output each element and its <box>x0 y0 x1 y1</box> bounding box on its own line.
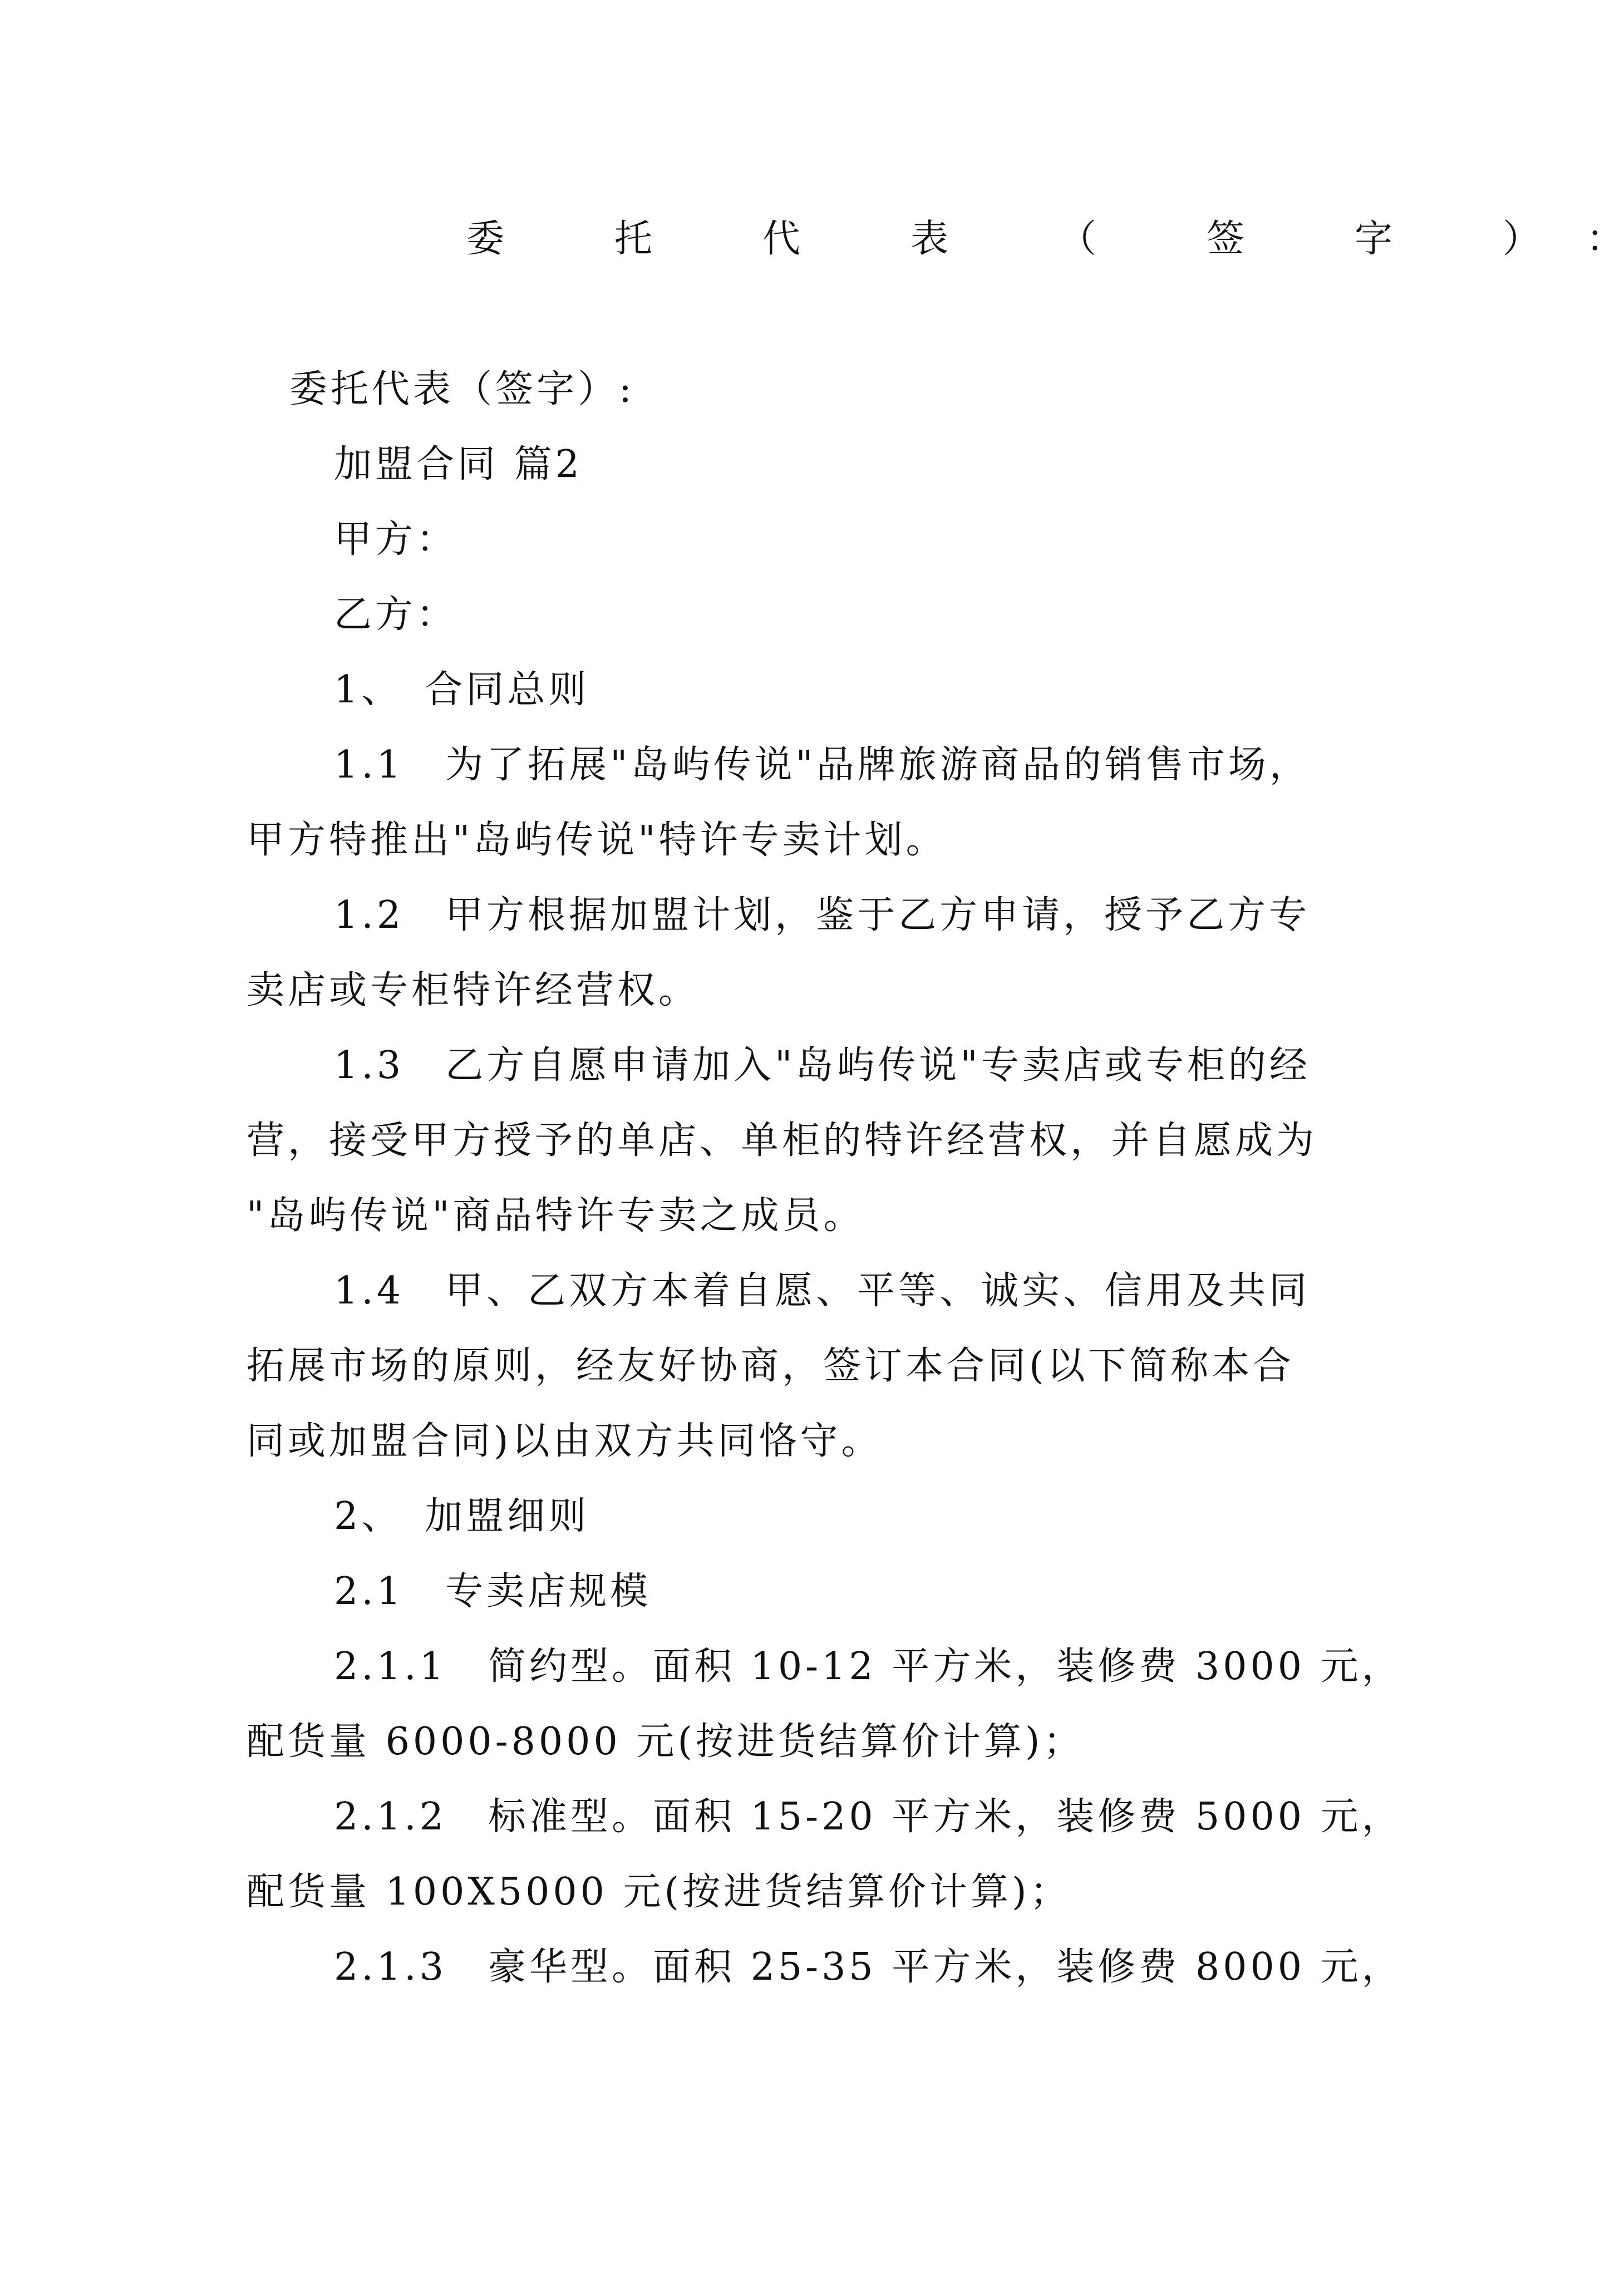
clause-1-3-line-2: 营，接受甲方授予的单店、单柜的特许经营权，并自愿成为 <box>247 1119 1318 1163</box>
clause-2-1-3-line-1: 2.1.3 豪华型。面积 25-35 平方米，装修费 8000 元， <box>334 1945 1403 1989</box>
header-char: 托 <box>614 217 653 261</box>
section-2-heading: 2、 加盟细则 <box>334 1494 590 1538</box>
clause-2-1-1-line-1: 2.1.1 简约型。面积 10-12 平方米，装修费 3000 元， <box>334 1645 1403 1689</box>
clause-2-1-1-line-2: 配货量 6000-8000 元(按进货结算价计算)； <box>247 1720 1085 1764</box>
clause-1-4-line-3: 同或加盟合同)以由双方共同恪守。 <box>247 1419 883 1463</box>
clause-1-2-line-2: 卖店或专柜特许经营权。 <box>247 968 700 1012</box>
clause-2-1-2-line-2: 配货量 100X5000 元(按进货结算价计算)； <box>247 1870 1071 1914</box>
sign-representative-line: 委托代表（签字）: <box>289 367 635 411</box>
clause-1-4-line-1: 1.4 甲、乙双方本着自愿、平等、诚实、信用及共同 <box>334 1269 1311 1313</box>
clause-2-1-2-line-1: 2.1.2 标准型。面积 15-20 平方米，装修费 5000 元， <box>334 1795 1403 1839</box>
clause-1-4-line-2: 拓展市场的原则，经友好协商，签订本合同(以下简称本合 <box>247 1344 1295 1388</box>
header-char: 委 <box>466 217 505 261</box>
clause-1-2-line-1: 1.2 甲方根据加盟计划，鉴于乙方申请，授予乙方专 <box>334 893 1311 937</box>
header-char: 签 <box>1207 217 1245 261</box>
party-b-line: 乙方： <box>334 593 458 637</box>
party-a-line: 甲方： <box>334 518 458 562</box>
header-char: 代 <box>762 217 801 261</box>
header-char: 字 <box>1355 217 1393 261</box>
header-char: ： <box>1586 217 1624 261</box>
clause-1-1-line-2: 甲方特推出"岛屿传说"特许专卖计划。 <box>247 818 947 862</box>
header-sign-line <box>466 217 1624 262</box>
header-char: ） <box>1503 217 1541 261</box>
clause-1-1-line-1: 1.1 为了拓展"岛屿传说"品牌旅游商品的销售市场， <box>334 743 1311 787</box>
clause-2-1-heading: 2.1 专卖店规模 <box>334 1569 652 1613</box>
header-char: （ <box>1059 217 1097 261</box>
clause-1-3-line-1: 1.3 乙方自愿申请加入"岛屿传说"专卖店或专柜的经 <box>334 1044 1311 1088</box>
contract-title: 加盟合同 篇2 <box>334 442 583 486</box>
section-1-heading: 1、 合同总则 <box>334 668 590 712</box>
header-char: 表 <box>911 217 949 261</box>
clause-1-3-line-3: "岛屿传说"商品特许专卖之成员。 <box>247 1194 865 1238</box>
